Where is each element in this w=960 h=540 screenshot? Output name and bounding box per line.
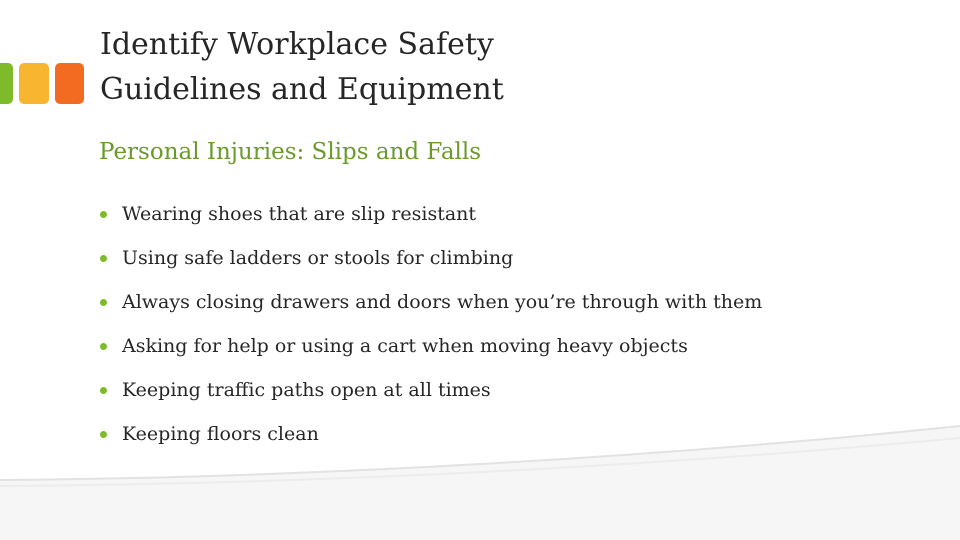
bullet-item xyxy=(100,324,762,368)
accent-block-green xyxy=(0,63,13,104)
bullet-dot-icon xyxy=(100,211,107,218)
accent-block-orange xyxy=(55,63,84,104)
slide-title: Identify Workplace Safety Guidelines and Equipment xyxy=(100,27,504,107)
bullet-dot-icon xyxy=(100,299,107,306)
slide-subtitle: Personal Injuries: Slips and Falls xyxy=(99,139,482,165)
bullet-dot-icon xyxy=(100,387,107,394)
swoosh-band xyxy=(0,426,960,540)
bullet-text: Asking for help or using a cart when moving heavy objects xyxy=(122,335,688,357)
bullet-dot-icon xyxy=(100,343,107,350)
accent-block-yellow xyxy=(19,63,49,104)
bullet-text: Always closing drawers and doors when you’re through with them xyxy=(122,291,763,313)
bullet-text: Keeping traffic paths open at all times xyxy=(122,379,491,401)
bullet-dot-icon xyxy=(100,255,107,262)
bullet-item xyxy=(100,236,762,280)
bullet-text: Keeping floors clean xyxy=(122,423,319,445)
bullet-text: Wearing shoes that are slip resistant xyxy=(122,203,477,225)
bullet-text: Using safe ladders or stools for climbing xyxy=(122,247,514,269)
footer-swoosh xyxy=(0,420,960,540)
bullet-item xyxy=(100,368,762,412)
bullet-item xyxy=(100,192,762,236)
bullet-list xyxy=(100,192,762,456)
bullet-item xyxy=(100,280,762,324)
